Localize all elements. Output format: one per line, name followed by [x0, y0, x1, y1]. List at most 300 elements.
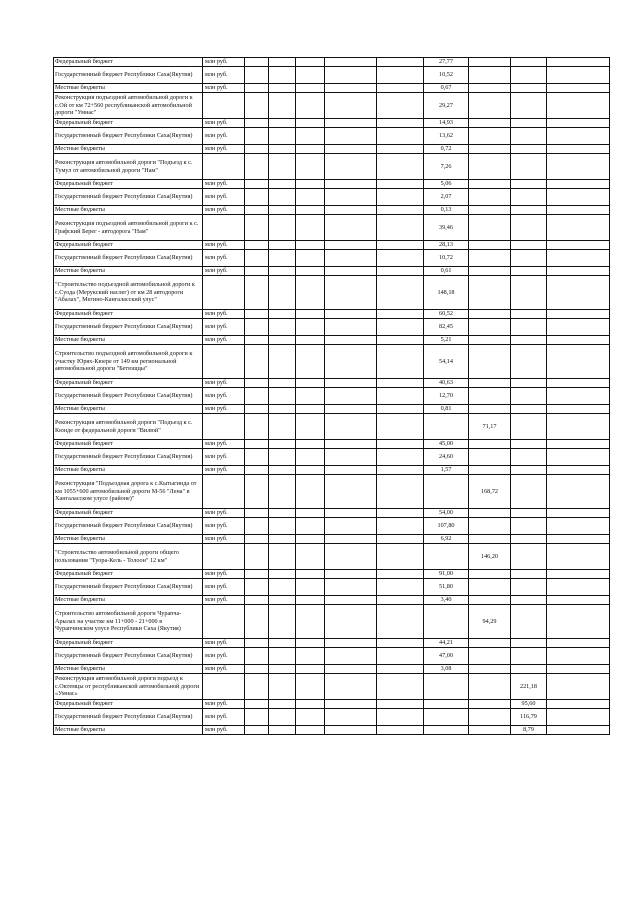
value-cell-2 [325, 93, 377, 119]
value-cell-6 [511, 154, 547, 180]
table-row [54, 84, 610, 93]
row-name: Федеральный бюджет [54, 180, 203, 189]
table-row [54, 119, 610, 128]
budget-table-body [54, 58, 610, 735]
value-cell-7 [547, 475, 610, 509]
value-cell-5 [469, 648, 511, 665]
row-unit [203, 605, 245, 639]
row-unit: млн руб. [203, 700, 245, 709]
value-cell-7 [547, 509, 610, 518]
table-row [54, 58, 610, 67]
value-cell-7 [547, 310, 610, 319]
value-cell-3 [377, 215, 424, 241]
value-cell-2 [325, 58, 377, 67]
value-cell-7 [547, 119, 610, 128]
value-cell-2 [325, 466, 377, 475]
value-cell-0 [269, 518, 296, 535]
value-cell-0 [269, 648, 296, 665]
value-cell-3 [377, 535, 424, 544]
value-cell-3 [377, 206, 424, 215]
row-unit: млн руб. [203, 639, 245, 648]
value-cell-6 [511, 466, 547, 475]
value-cell-4: 2,07 [424, 189, 469, 206]
row-unit: млн руб. [203, 267, 245, 276]
value-cell-5 [469, 67, 511, 84]
value-cell-6 [511, 145, 547, 154]
empty-cell [245, 579, 269, 596]
value-cell-5: 168,72 [469, 475, 511, 509]
value-cell-1 [296, 709, 325, 726]
row-unit: млн руб. [203, 189, 245, 206]
value-cell-6 [511, 414, 547, 440]
value-cell-5 [469, 579, 511, 596]
value-cell-1 [296, 388, 325, 405]
value-cell-1 [296, 379, 325, 388]
value-cell-3 [377, 674, 424, 700]
value-cell-3 [377, 250, 424, 267]
row-name: Государственный бюджет Республики Саха(Якутия) [54, 579, 203, 596]
value-cell-3 [377, 58, 424, 67]
row-name: Строительство подъездной автомобильной дороги к участку Юрях-Кюере от 149 км региональной автомобильной дороги "Бетющцы" [54, 345, 203, 379]
value-cell-4: 28,13 [424, 241, 469, 250]
value-cell-0 [269, 267, 296, 276]
value-cell-5 [469, 319, 511, 336]
value-cell-3 [377, 241, 424, 250]
table-row [54, 648, 610, 665]
value-cell-6 [511, 241, 547, 250]
value-cell-7 [547, 67, 610, 84]
table-row [54, 405, 610, 414]
value-cell-4: 44,21 [424, 639, 469, 648]
value-cell-4 [424, 700, 469, 709]
value-cell-0 [269, 700, 296, 709]
value-cell-2 [325, 440, 377, 449]
value-cell-6 [511, 345, 547, 379]
table-row [54, 189, 610, 206]
value-cell-3 [377, 93, 424, 119]
row-unit: млн руб. [203, 145, 245, 154]
empty-cell [245, 310, 269, 319]
value-cell-2 [325, 345, 377, 379]
table-row [54, 215, 610, 241]
value-cell-1 [296, 128, 325, 145]
row-name: Федеральный бюджет [54, 310, 203, 319]
value-cell-1 [296, 579, 325, 596]
value-cell-6: 221,18 [511, 674, 547, 700]
value-cell-2 [325, 154, 377, 180]
value-cell-1 [296, 665, 325, 674]
row-unit: млн руб. [203, 596, 245, 605]
row-unit: млн руб. [203, 319, 245, 336]
value-cell-3 [377, 709, 424, 726]
value-cell-6 [511, 189, 547, 206]
row-unit: млн руб. [203, 310, 245, 319]
row-unit: млн руб. [203, 206, 245, 215]
value-cell-2 [325, 250, 377, 267]
value-cell-6 [511, 180, 547, 189]
value-cell-0 [269, 319, 296, 336]
value-cell-5 [469, 726, 511, 735]
value-cell-4: 14,93 [424, 119, 469, 128]
empty-cell [245, 596, 269, 605]
budget-table [53, 57, 610, 735]
row-unit: млн руб. [203, 648, 245, 665]
value-cell-7 [547, 189, 610, 206]
row-unit [203, 475, 245, 509]
empty-cell [245, 475, 269, 509]
value-cell-4 [424, 674, 469, 700]
value-cell-2 [325, 145, 377, 154]
table-row [54, 336, 610, 345]
table-row [54, 665, 610, 674]
table-row [54, 379, 610, 388]
row-unit: млн руб. [203, 128, 245, 145]
value-cell-4: 5,06 [424, 180, 469, 189]
table-row [54, 709, 610, 726]
value-cell-1 [296, 84, 325, 93]
empty-cell [245, 665, 269, 674]
value-cell-0 [269, 388, 296, 405]
value-cell-3 [377, 405, 424, 414]
value-cell-7 [547, 709, 610, 726]
value-cell-3 [377, 475, 424, 509]
value-cell-5 [469, 180, 511, 189]
row-unit: млн руб. [203, 241, 245, 250]
row-unit: млн руб. [203, 518, 245, 535]
value-cell-1 [296, 605, 325, 639]
value-cell-0 [269, 535, 296, 544]
value-cell-5 [469, 250, 511, 267]
value-cell-4: 91,00 [424, 570, 469, 579]
value-cell-2 [325, 639, 377, 648]
table-row [54, 449, 610, 466]
value-cell-7 [547, 267, 610, 276]
row-unit: млн руб. [203, 579, 245, 596]
value-cell-5 [469, 84, 511, 93]
value-cell-0 [269, 336, 296, 345]
row-unit: млн руб. [203, 466, 245, 475]
row-name: Местные бюджеты [54, 535, 203, 544]
empty-cell [245, 319, 269, 336]
empty-cell [245, 388, 269, 405]
empty-cell [245, 276, 269, 310]
value-cell-3 [377, 648, 424, 665]
empty-cell [245, 189, 269, 206]
value-cell-2 [325, 67, 377, 84]
value-cell-6 [511, 449, 547, 466]
row-unit [203, 93, 245, 119]
empty-cell [245, 709, 269, 726]
value-cell-4: 6,92 [424, 535, 469, 544]
value-cell-4: 148,18 [424, 276, 469, 310]
value-cell-2 [325, 700, 377, 709]
value-cell-7 [547, 345, 610, 379]
value-cell-7 [547, 570, 610, 579]
value-cell-4: 54,14 [424, 345, 469, 379]
table-row [54, 700, 610, 709]
row-name: Государственный бюджет Республики Саха(Якутия) [54, 449, 203, 466]
value-cell-4: 10,72 [424, 250, 469, 267]
value-cell-1 [296, 206, 325, 215]
row-name: Федеральный бюджет [54, 58, 203, 67]
value-cell-5 [469, 570, 511, 579]
value-cell-7 [547, 449, 610, 466]
value-cell-3 [377, 466, 424, 475]
value-cell-6: 8,79 [511, 726, 547, 735]
value-cell-1 [296, 319, 325, 336]
empty-cell [245, 535, 269, 544]
value-cell-5 [469, 449, 511, 466]
value-cell-5 [469, 145, 511, 154]
value-cell-0 [269, 596, 296, 605]
row-name: Местные бюджеты [54, 206, 203, 215]
value-cell-7 [547, 535, 610, 544]
empty-cell [245, 466, 269, 475]
value-cell-4: 10,52 [424, 67, 469, 84]
value-cell-2 [325, 449, 377, 466]
row-name: Государственный бюджет Республики Саха(Якутия) [54, 67, 203, 84]
value-cell-2 [325, 648, 377, 665]
value-cell-0 [269, 215, 296, 241]
row-name: Строительство автомобильной дороги Чурапча-Арылах на участке км 11+000 - 21+000 в Чурапчинском улусе Республики Саха (Якутия) [54, 605, 203, 639]
value-cell-0 [269, 544, 296, 570]
value-cell-0 [269, 206, 296, 215]
value-cell-2 [325, 535, 377, 544]
value-cell-1 [296, 58, 325, 67]
value-cell-6 [511, 336, 547, 345]
row-unit [203, 544, 245, 570]
table-row [54, 414, 610, 440]
value-cell-0 [269, 310, 296, 319]
table-row [54, 579, 610, 596]
value-cell-0 [269, 726, 296, 735]
value-cell-4: 47,00 [424, 648, 469, 665]
value-cell-7 [547, 180, 610, 189]
value-cell-6 [511, 67, 547, 84]
row-unit [203, 276, 245, 310]
row-name: "Строительство подъездной автомобильной дороги к с.Суода (Мерукский наслег) от км 28 автодороги "Абалах", Мегино-Кангаласский улус" [54, 276, 203, 310]
value-cell-0 [269, 674, 296, 700]
empty-cell [245, 93, 269, 119]
value-cell-6 [511, 276, 547, 310]
empty-cell [245, 648, 269, 665]
value-cell-1 [296, 310, 325, 319]
value-cell-3 [377, 119, 424, 128]
value-cell-3 [377, 67, 424, 84]
table-row [54, 639, 610, 648]
value-cell-1 [296, 414, 325, 440]
value-cell-7 [547, 700, 610, 709]
value-cell-5 [469, 345, 511, 379]
row-name: Федеральный бюджет [54, 241, 203, 250]
empty-cell [245, 405, 269, 414]
value-cell-5 [469, 674, 511, 700]
value-cell-0 [269, 67, 296, 84]
row-name: Местные бюджеты [54, 405, 203, 414]
value-cell-1 [296, 509, 325, 518]
row-name: Местные бюджеты [54, 665, 203, 674]
value-cell-7 [547, 250, 610, 267]
value-cell-2 [325, 379, 377, 388]
table-row [54, 509, 610, 518]
value-cell-3 [377, 154, 424, 180]
row-unit: млн руб. [203, 570, 245, 579]
value-cell-4: 12,70 [424, 388, 469, 405]
value-cell-3 [377, 570, 424, 579]
value-cell-6 [511, 648, 547, 665]
empty-cell [245, 58, 269, 67]
value-cell-3 [377, 267, 424, 276]
empty-cell [245, 605, 269, 639]
value-cell-3 [377, 509, 424, 518]
empty-cell [245, 336, 269, 345]
value-cell-4: 0,81 [424, 405, 469, 414]
value-cell-5 [469, 388, 511, 405]
value-cell-0 [269, 250, 296, 267]
value-cell-7 [547, 726, 610, 735]
empty-cell [245, 379, 269, 388]
table-row [54, 535, 610, 544]
value-cell-6: 95,60 [511, 700, 547, 709]
row-name: Федеральный бюджет [54, 440, 203, 449]
empty-cell [245, 518, 269, 535]
value-cell-6 [511, 58, 547, 67]
value-cell-4: 40,63 [424, 379, 469, 388]
value-cell-2 [325, 310, 377, 319]
value-cell-3 [377, 189, 424, 206]
value-cell-6 [511, 579, 547, 596]
empty-cell [245, 544, 269, 570]
value-cell-5 [469, 267, 511, 276]
value-cell-1 [296, 648, 325, 665]
value-cell-2 [325, 475, 377, 509]
value-cell-3 [377, 579, 424, 596]
value-cell-1 [296, 449, 325, 466]
value-cell-1 [296, 180, 325, 189]
value-cell-4: 54,00 [424, 509, 469, 518]
table-row [54, 596, 610, 605]
value-cell-6 [511, 250, 547, 267]
value-cell-3 [377, 605, 424, 639]
value-cell-5 [469, 215, 511, 241]
row-unit: млн руб. [203, 665, 245, 674]
value-cell-1 [296, 250, 325, 267]
value-cell-7 [547, 466, 610, 475]
value-cell-0 [269, 665, 296, 674]
value-cell-4: 82,45 [424, 319, 469, 336]
table-row [54, 570, 610, 579]
row-name: Местные бюджеты [54, 596, 203, 605]
value-cell-1 [296, 276, 325, 310]
value-cell-4: 7,26 [424, 154, 469, 180]
value-cell-1 [296, 154, 325, 180]
table-row [54, 241, 610, 250]
value-cell-6 [511, 570, 547, 579]
value-cell-5 [469, 639, 511, 648]
empty-cell [245, 67, 269, 84]
value-cell-0 [269, 145, 296, 154]
row-name: Реконструкция автомобильной дороги подъезд к с.Октемцы от республиканской автомобильной дороги «Умнас» [54, 674, 203, 700]
value-cell-5 [469, 93, 511, 119]
value-cell-0 [269, 709, 296, 726]
value-cell-3 [377, 310, 424, 319]
value-cell-5 [469, 154, 511, 180]
value-cell-4 [424, 475, 469, 509]
value-cell-2 [325, 509, 377, 518]
value-cell-1 [296, 475, 325, 509]
table-row [54, 475, 610, 509]
value-cell-2 [325, 119, 377, 128]
row-name: Местные бюджеты [54, 84, 203, 93]
value-cell-1 [296, 145, 325, 154]
row-name: Реконструкция "Подъездная дорога к с.Кытыгинда от км 1055+600 автомобильной дороги М-56 "Лена" в Хангаласском улусе (районе)" [54, 475, 203, 509]
value-cell-1 [296, 93, 325, 119]
value-cell-0 [269, 84, 296, 93]
row-name: Местные бюджеты [54, 726, 203, 735]
value-cell-0 [269, 639, 296, 648]
row-unit: млн руб. [203, 67, 245, 84]
table-row [54, 674, 610, 700]
budget-document-page [53, 57, 610, 735]
value-cell-2 [325, 276, 377, 310]
table-row [54, 310, 610, 319]
value-cell-3 [377, 345, 424, 379]
value-cell-4: 1,57 [424, 466, 469, 475]
table-row [54, 67, 610, 84]
value-cell-2 [325, 414, 377, 440]
value-cell-7 [547, 84, 610, 93]
value-cell-4: 39,46 [424, 215, 469, 241]
value-cell-7 [547, 674, 610, 700]
value-cell-7 [547, 388, 610, 405]
value-cell-4: 0,72 [424, 145, 469, 154]
value-cell-0 [269, 570, 296, 579]
value-cell-1 [296, 440, 325, 449]
value-cell-2 [325, 605, 377, 639]
value-cell-0 [269, 241, 296, 250]
value-cell-6: 116,79 [511, 709, 547, 726]
value-cell-5 [469, 379, 511, 388]
value-cell-1 [296, 67, 325, 84]
value-cell-5: 94,29 [469, 605, 511, 639]
value-cell-7 [547, 206, 610, 215]
value-cell-5 [469, 241, 511, 250]
value-cell-5 [469, 276, 511, 310]
value-cell-2 [325, 206, 377, 215]
value-cell-7 [547, 215, 610, 241]
value-cell-0 [269, 154, 296, 180]
value-cell-6 [511, 310, 547, 319]
value-cell-0 [269, 440, 296, 449]
empty-cell [245, 509, 269, 518]
table-row [54, 276, 610, 310]
value-cell-2 [325, 84, 377, 93]
row-unit: млн руб. [203, 180, 245, 189]
value-cell-7 [547, 405, 610, 414]
value-cell-0 [269, 509, 296, 518]
value-cell-7 [547, 665, 610, 674]
value-cell-6 [511, 535, 547, 544]
value-cell-7 [547, 319, 610, 336]
row-name: Федеральный бюджет [54, 570, 203, 579]
table-row [54, 388, 610, 405]
row-unit: млн руб. [203, 726, 245, 735]
value-cell-3 [377, 145, 424, 154]
empty-cell [245, 570, 269, 579]
value-cell-7 [547, 379, 610, 388]
value-cell-1 [296, 405, 325, 414]
value-cell-3 [377, 665, 424, 674]
